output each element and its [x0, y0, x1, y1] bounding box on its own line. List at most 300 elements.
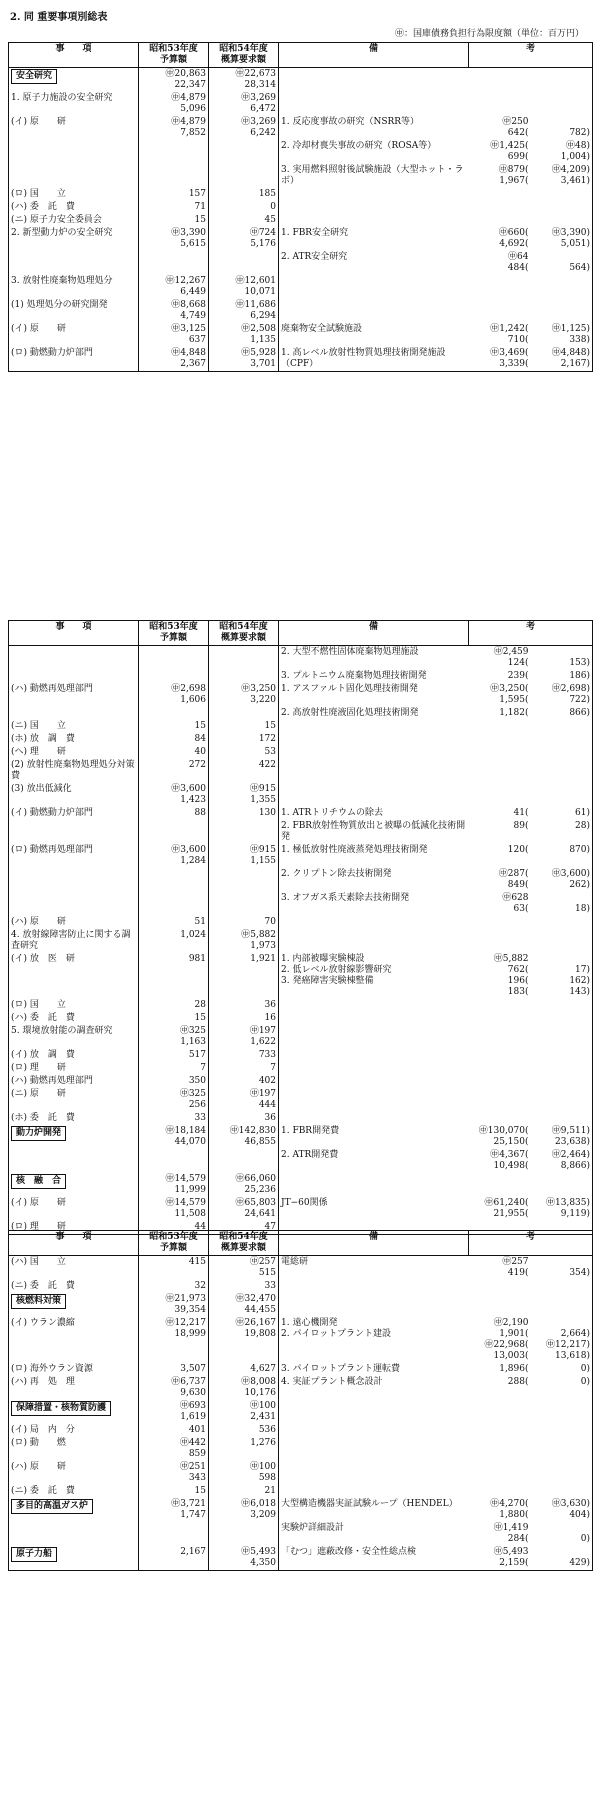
remark: [279, 1280, 469, 1293]
remark-value-54: ㊥2,464) 8,866): [531, 1149, 593, 1173]
remark: 3. オフガス系天素除去技術開発: [279, 892, 469, 916]
item-name: [9, 68, 139, 93]
table-header-row: [9, 43, 593, 68]
remark: [279, 783, 469, 807]
request-54: ㊥6,018 3,209: [209, 1498, 279, 1522]
budget-53: [139, 868, 209, 892]
request-54: 33: [209, 1280, 279, 1293]
remark-value-54: [531, 929, 593, 953]
budget-53: [139, 1522, 209, 1546]
remark-value-53: 1,182(: [499, 708, 529, 718]
table-row: [9, 1461, 593, 1485]
item-name: [9, 1173, 139, 1197]
table-row: [9, 1498, 593, 1522]
remark-value-53: ㊥5,882 762( 196( 183(: [493, 954, 529, 997]
remark: [279, 1173, 469, 1197]
budget-53: ㊥12,217 18,999: [139, 1317, 209, 1363]
table-row: [9, 807, 593, 820]
remark-value-53: ㊥2,190 1,901( ㊥22,968( 13,003(: [484, 1318, 529, 1361]
request-54: ㊥5,882 1,973: [209, 929, 279, 953]
remark: [279, 759, 469, 783]
remark-value-54: [531, 916, 593, 929]
item-name: (ロ) 動燃再処理部門: [9, 844, 139, 868]
budget-53: ㊥3,721 1,747: [139, 1498, 209, 1522]
column-header: 昭和53年度 予算額: [139, 621, 209, 646]
remark-value-54: 429): [531, 1546, 593, 1571]
remark-value-53: [469, 188, 531, 201]
request-54: [209, 251, 279, 275]
request-54: ㊥11,686 6,294: [209, 299, 279, 323]
item-name: (3) 放出低減化: [9, 783, 139, 807]
request-54: 45: [209, 214, 279, 227]
request-54: ㊥65,803 24,641: [209, 1197, 279, 1221]
item-name: (イ) 原 研: [9, 116, 139, 140]
remark-value-54: ㊥13,835) 9,119): [531, 1197, 593, 1221]
item-name: (ロ) 国 立: [9, 188, 139, 201]
remark: [279, 1112, 469, 1125]
remark-value-54: [531, 1424, 593, 1437]
request-54: ㊥22,673 28,314: [209, 68, 279, 93]
column-header: 昭和54年度 概算要求額: [209, 43, 279, 68]
request-54: ㊥5,928 3,701: [209, 347, 279, 372]
remark-value-53: [469, 916, 531, 929]
column-header: 事 項: [9, 43, 139, 68]
remark: [279, 1400, 469, 1424]
remark-value-54: [531, 999, 593, 1012]
remark-value-54: 564): [531, 251, 593, 275]
remark: 3. 実用燃料照射後試験施設（大型ホット・ラボ）: [279, 164, 469, 188]
item-name: [9, 1546, 139, 1571]
remark: [279, 733, 469, 746]
remark-value-53: [469, 1485, 531, 1498]
budget-53: 15: [139, 1012, 209, 1025]
item-name: (ハ) 国 立: [9, 1256, 139, 1281]
remark: 1. FBR開発費: [279, 1125, 469, 1149]
item-name: (イ) ウラン濃縮: [9, 1317, 139, 1363]
table-row: [9, 1088, 593, 1112]
remark-value-53: [469, 746, 531, 759]
column-header: 考: [469, 621, 593, 646]
remark: JT−60関係: [279, 1197, 469, 1221]
column-header: 備: [279, 621, 469, 646]
item-name: [9, 1400, 139, 1424]
column-header: 備: [279, 43, 469, 68]
remark-value-53: 239(: [507, 671, 529, 681]
budget-53: [139, 820, 209, 844]
budget-53: ㊥4,879 5,096: [139, 92, 209, 116]
item-name: (1) 処理処分の研究開発: [9, 299, 139, 323]
remark: [279, 1485, 469, 1498]
remark-value-53: [469, 759, 531, 783]
request-54: 185: [209, 188, 279, 201]
remark-value-53: [469, 299, 531, 323]
category-box: 安全研究: [11, 69, 57, 84]
item-name: [9, 707, 139, 720]
item-name: (ニ) 国 立: [9, 720, 139, 733]
remark-value-53: [469, 1075, 531, 1088]
table-row: [9, 892, 593, 916]
remark-value-53: [469, 929, 531, 953]
remark: 2. 冷却材喪失事故の研究（ROSA等）: [279, 140, 469, 164]
item-name: 5. 環境放射能の調査研究: [9, 1025, 139, 1049]
unit-legend: ㊥：国庫債務負担行為限度額（単位：百万円）: [394, 29, 584, 39]
item-name: 4. 放射線障害防止に関する調査研究: [9, 929, 139, 953]
remark-value-53: ㊥1,425( 699(: [490, 141, 529, 162]
remark: 1. アスファルト固化処理技術開発: [279, 683, 469, 707]
item-name: (2) 放射性廃棄物処理処分対策費: [9, 759, 139, 783]
table-row: [9, 1293, 593, 1317]
budget-53: ㊥2,698 1,606: [139, 683, 209, 707]
remark: 4. 実証プラント概念設計: [279, 1376, 469, 1400]
request-54: ㊥724 5,176: [209, 227, 279, 251]
budget-53: 32: [139, 1280, 209, 1293]
item-name: (ロ) 国 立: [9, 999, 139, 1012]
column-header: 昭和54年度 概算要求額: [209, 621, 279, 646]
remark-value-53: ㊥879( 1,967(: [498, 165, 529, 186]
remark: [279, 999, 469, 1012]
table-row: [9, 1522, 593, 1546]
item-name: (ニ) 委 託 費: [9, 1485, 139, 1498]
remark-value-54: ㊥4,209) 3,461): [531, 164, 593, 188]
remark: 2. ATR開発費: [279, 1149, 469, 1173]
budget-53: 272: [139, 759, 209, 783]
remark: [279, 1461, 469, 1485]
remark-value-54: ㊥1,125) 338): [531, 323, 593, 347]
remark: 実験炉詳細設計: [279, 1522, 469, 1546]
remark-value-53: [469, 68, 531, 93]
table-header-row: [9, 621, 593, 646]
table-row: [9, 1049, 593, 1062]
request-54: 4,627: [209, 1363, 279, 1376]
remark-value-54: [531, 1049, 593, 1062]
budget-53: [139, 670, 209, 683]
item-name: (イ) 局 内 分: [9, 1424, 139, 1437]
request-54: [209, 707, 279, 720]
item-name: [9, 868, 139, 892]
request-54: 16: [209, 1012, 279, 1025]
budget-53: 40: [139, 746, 209, 759]
remark: [279, 1424, 469, 1437]
budget-53: ㊥325 256: [139, 1088, 209, 1112]
remark-value-54: 2,664) ㊥12,217) 13,618): [531, 1317, 593, 1363]
remark-value-54: [531, 1012, 593, 1025]
category-box: 保障措置・核物質防護: [11, 1401, 111, 1416]
table-row: [9, 1485, 593, 1498]
budget-53: ㊥3,600 1,284: [139, 844, 209, 868]
table-row: [9, 1256, 593, 1281]
budget-53: [139, 1149, 209, 1173]
budget-53: 88: [139, 807, 209, 820]
table-row: [9, 68, 593, 93]
remark-value-54: 354): [531, 1256, 593, 1281]
remark: 「むつ」遮蔽改修・安全性総点検: [279, 1546, 469, 1571]
remark-value-53: [469, 92, 531, 116]
remark-value-54: ㊥3,600) 262): [531, 868, 593, 892]
budget-53: 44: [139, 1221, 209, 1235]
table-row: [9, 140, 593, 164]
remark-value-54: 18): [531, 892, 593, 916]
remark-value-54: [531, 92, 593, 116]
remark-value-54: 153): [531, 646, 593, 671]
request-54: ㊥100 598: [209, 1461, 279, 1485]
item-name: (イ) 放 医 研: [9, 953, 139, 999]
budget-53: 7: [139, 1062, 209, 1075]
remark-value-54: 28): [531, 820, 593, 844]
budget-53: 157: [139, 188, 209, 201]
table-row: [9, 1173, 593, 1197]
remark: 1. 内部被曝実験棟設 2. 低レベル放射線影響研究 3. 発癌障害実験棟整備: [279, 953, 469, 999]
item-name: (ロ) 理 研: [9, 1221, 139, 1235]
item-name: (ホ) 委 託 費: [9, 1112, 139, 1125]
budget-53: 350: [139, 1075, 209, 1088]
remark-value-53: ㊥5,493 2,159(: [469, 1546, 531, 1571]
remark-value-53: 1,896(: [499, 1364, 529, 1374]
remark-value-54: ㊥3,390) 5,051): [531, 227, 593, 251]
table-row: [9, 746, 593, 759]
budget-53: ㊥20,863 22,347: [139, 68, 209, 93]
item-name: (ハ) 再 処 理: [9, 1376, 139, 1400]
budget-53: ㊥6,737 9,630: [139, 1376, 209, 1400]
remark: [279, 916, 469, 929]
request-54: 130: [209, 807, 279, 820]
remark-value-54: 0): [531, 1522, 593, 1546]
item-name: (ハ) 動燃再処理部門: [9, 1075, 139, 1088]
remark: [279, 1025, 469, 1049]
remark: 1. FBR安全研究: [279, 227, 469, 251]
item-name: (ロ) 動燃動力炉部門: [9, 347, 139, 372]
request-54: 70: [209, 916, 279, 929]
remark: 2. 高放射性廃液固化処理技術開発: [279, 707, 469, 720]
request-54: 15: [209, 720, 279, 733]
remark-value-54: 186): [531, 670, 593, 683]
remark-value-54: [531, 746, 593, 759]
request-54: ㊥915 1,355: [209, 783, 279, 807]
remark-value-54: [531, 1062, 593, 1075]
table-row: [9, 1062, 593, 1075]
remark-value-54: [531, 783, 593, 807]
remark: 2. 大型不燃性固体廃棄物処理施設: [279, 646, 469, 671]
table-row: [9, 953, 593, 999]
remark-value-53: ㊥3,250( 1,595(: [490, 684, 529, 705]
table-row: [9, 1317, 593, 1363]
item-name: (ロ) 理 研: [9, 1062, 139, 1075]
remark: 1. ATRトリチウムの除去: [279, 807, 469, 820]
budget-53: 15: [139, 720, 209, 733]
item-name: [9, 646, 139, 671]
table-row: [9, 1280, 593, 1293]
item-name: (ロ) 動 燃: [9, 1437, 139, 1461]
table-row: [9, 201, 593, 214]
remark: [279, 299, 469, 323]
remark-value-53: ㊥660( 4,692(: [498, 228, 529, 249]
request-54: 422: [209, 759, 279, 783]
request-54: 172: [209, 733, 279, 746]
remark-value-53: [469, 1012, 531, 1025]
column-header: 事 項: [9, 621, 139, 646]
budget-53: 2,167: [139, 1546, 209, 1571]
remark: 1. 高レベル放射性物質処理技術開発施設（CPF）: [279, 347, 469, 372]
table-row: [9, 251, 593, 275]
remark-value-54: [531, 1293, 593, 1317]
table-row: [9, 683, 593, 707]
budget-53: ㊥4,879 7,852: [139, 116, 209, 140]
request-54: 733: [209, 1049, 279, 1062]
remark-value-53: ㊥64 484(: [507, 252, 529, 273]
remark-value-53: [469, 1293, 531, 1317]
budget-53: ㊥693 1,619: [139, 1400, 209, 1424]
budget-53: 71: [139, 201, 209, 214]
table-row: [9, 1376, 593, 1400]
table-row: [9, 916, 593, 929]
budget-53: ㊥442 859: [139, 1437, 209, 1461]
remark-value-53: ㊥4,270( 1,880(: [490, 1499, 529, 1520]
remark-value-53: [469, 1461, 531, 1485]
table-row: [9, 1437, 593, 1461]
remark: 電総研: [279, 1256, 469, 1281]
remark-value-53: 120(: [507, 845, 529, 855]
request-54: [209, 670, 279, 683]
remark-value-54: 0): [531, 1376, 593, 1400]
remark: [279, 720, 469, 733]
remark-value-53: [469, 201, 531, 214]
remark-value-54: [531, 299, 593, 323]
category-box: 動力炉開発: [11, 1126, 66, 1141]
column-header: 昭和54年度 概算要求額: [209, 1231, 279, 1256]
budget-53: ㊥251 343: [139, 1461, 209, 1485]
remark-value-53: [469, 1025, 531, 1049]
remark: 2. ATR安全研究: [279, 251, 469, 275]
request-54: 1,276: [209, 1437, 279, 1461]
budget-53: ㊥3,125 637: [139, 323, 209, 347]
request-54: [209, 164, 279, 188]
table-header-row: [9, 1231, 593, 1256]
remark-value-53: [469, 999, 531, 1012]
budget-53: 981: [139, 953, 209, 999]
item-name: [9, 820, 139, 844]
remark: 1. 遠心機開発 2. パイロットプラント建設: [279, 1317, 469, 1363]
remark-value-53: ㊥250 642(: [502, 117, 529, 138]
remark-value-53: ㊥4,367( 10,498(: [490, 1150, 529, 1171]
item-name: (ニ) 原子力安全委員会: [9, 214, 139, 227]
budget-table-section: [8, 42, 593, 372]
remark-value-54: [531, 1485, 593, 1498]
remark: [279, 201, 469, 214]
item-name: [9, 164, 139, 188]
table-row: [9, 670, 593, 683]
item-name: (ニ) 委 託 費: [9, 1280, 139, 1293]
table-row: [9, 323, 593, 347]
table-row: [9, 707, 593, 720]
request-54: ㊥915 1,155: [209, 844, 279, 868]
category-box: 原子力船: [11, 1547, 57, 1562]
budget-53: 84: [139, 733, 209, 746]
budget-53: [139, 646, 209, 671]
budget-53: ㊥21,973 39,354: [139, 1293, 209, 1317]
budget-53: 3,507: [139, 1363, 209, 1376]
request-54: 1,921: [209, 953, 279, 999]
remark-value-53: [469, 720, 531, 733]
remark-value-54: [531, 188, 593, 201]
item-name: [9, 1125, 139, 1149]
request-54: 7: [209, 1062, 279, 1075]
table-row: [9, 1546, 593, 1571]
remark-value-53: [469, 1088, 531, 1112]
budget-53: ㊥12,267 6,449: [139, 275, 209, 299]
table-row: [9, 347, 593, 372]
budget-53: 1,024: [139, 929, 209, 953]
request-54: 402: [209, 1075, 279, 1088]
table-row: [9, 929, 593, 953]
request-54: ㊥3,269 6,242: [209, 116, 279, 140]
remark-value-54: [531, 201, 593, 214]
request-54: [209, 140, 279, 164]
item-name: [9, 1149, 139, 1173]
item-name: [9, 670, 139, 683]
request-54: 47: [209, 1221, 279, 1235]
remark-value-53: ㊥1,419 284(: [493, 1523, 529, 1544]
column-header: 事 項: [9, 1231, 139, 1256]
request-54: ㊥100 2,431: [209, 1400, 279, 1424]
request-54: ㊥3,269 6,472: [209, 92, 279, 116]
remark: 3. プルトニウム廃棄物処理技術開発: [279, 670, 469, 683]
remark-value-53: ㊥257 419(: [502, 1257, 529, 1278]
remark-value-53: ㊥3,469( 3,339(: [469, 347, 531, 372]
request-54: 53: [209, 746, 279, 759]
remark-value-53: [469, 1400, 531, 1424]
remark: [279, 1012, 469, 1025]
budget-53: ㊥3,600 1,423: [139, 783, 209, 807]
column-header: 考: [469, 1231, 593, 1256]
item-name: (ヘ) 理 研: [9, 746, 139, 759]
request-54: ㊥66,060 25,236: [209, 1173, 279, 1197]
remark: [279, 1437, 469, 1461]
request-54: 36: [209, 1112, 279, 1125]
remark-value-53: [469, 1062, 531, 1075]
table-row: [9, 299, 593, 323]
request-54: 536: [209, 1424, 279, 1437]
remark-value-54: 17) 162) 143): [531, 953, 593, 999]
remark: 1. 極低放射性廃液蒸発処理技術開発: [279, 844, 469, 868]
remark-value-54: [531, 1400, 593, 1424]
remark-value-54: 870): [531, 844, 593, 868]
budget-53: 401: [139, 1424, 209, 1437]
item-name: (イ) 動燃動力炉部門: [9, 807, 139, 820]
budget-53: 517: [139, 1049, 209, 1062]
remark-value-53: [469, 1112, 531, 1125]
remark: [279, 68, 469, 93]
column-header: 昭和53年度 予算額: [139, 43, 209, 68]
budget-53: 15: [139, 1485, 209, 1498]
budget-53: ㊥14,579 11,508: [139, 1197, 209, 1221]
table-row: [9, 999, 593, 1012]
remark-value-54: [531, 1437, 593, 1461]
item-name: (ハ) 動燃再処理部門: [9, 683, 139, 707]
column-header: 備: [279, 1231, 469, 1256]
budget-53: 33: [139, 1112, 209, 1125]
remark: [279, 275, 469, 299]
remark-value-54: [531, 720, 593, 733]
remark-value-54: [531, 1280, 593, 1293]
remark-value-54: 866): [531, 707, 593, 720]
item-name: (ハ) 委 託 費: [9, 201, 139, 214]
table-row: [9, 275, 593, 299]
remark-value-54: [531, 214, 593, 227]
request-54: [209, 892, 279, 916]
table-row: [9, 1424, 593, 1437]
remark: [279, 1049, 469, 1062]
budget-53: ㊥8,668 4,749: [139, 299, 209, 323]
remark-value-54: ㊥3,630) 404): [531, 1498, 593, 1522]
